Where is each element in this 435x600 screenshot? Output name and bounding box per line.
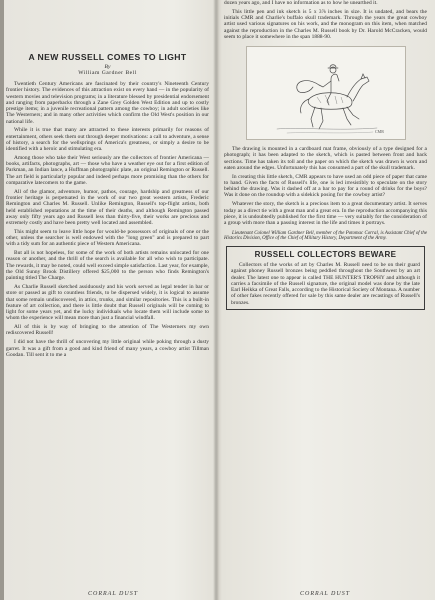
paragraph: All of this is by way of bringing to the attention of The Westerners my own rediscovered Russell! [6, 324, 209, 337]
page-gutter [213, 0, 219, 600]
paragraph: This little pen and ink sketch is 5 x 3⅞ inches in size. It is undated, and bears the initials CMR and Charlie's buffalo skull trademark. Through the years the great cowboy artist used various signatures on his work, and the monogram on this item, when matched against the reproduction in the Charles M. Russell book by Dr. Harold McCracken, would seem to place it somewhere in the span 1888-90. [224, 8, 427, 40]
paragraph: As Charlie Russell sketched assiduously and his work served as legal tender in bar or store or passed as gift to countless friends, to be dispersed widely, it is logical to assume that some remain undiscovered, in attics, trunks, and similar repositories. This is a built-in feature of art collection, and there is little doubt that Russell originals will be coming to light for some years yet, and the lucky individuals who locate them will include some to whom the experience will mean more than just a financial windfall. [6, 284, 209, 322]
right-page [224, 0, 427, 600]
paragraph: While it is true that many are attracted to these interests primarily for reasons of entertainment, others seek them out through deeper motivations: a call to adventure, a sense of history, a search for the wellsprings of America's greatness, or simply a desire to be identified with a heroic and stimulating era. [6, 127, 209, 153]
paragraph: Among those who take their West seriously are the collectors of frontier Americana — books, artifacts, photographs, art — those who have a weather eye out for a first edition of Parkman, an Indian lance, a Huffman photographic plate, an original Remington or Russell. The art field is particularly popular and indeed perhaps more promising than the others for comparative latecomers to the game. [6, 154, 209, 186]
paragraph: The drawing is mounted in a cardboard mat frame, obviously of a type designed for a photograph; it has been adapted to the sketch, which is pasted between front and back sections. Time has taken its toll and the paper on which the sketch was drawn is worn and eaten around the edges. Unfortunately this has consumed a part of the skull trademark. [224, 146, 427, 171]
sketch-drawing [247, 47, 405, 139]
paragraph: This might seem to leave little hope for would-be possessors of originals of one or the other, unless the searcher is well endowed with the "long green" and is prepared to part with a tidy sum for an authentic piece of Western Americana. [6, 228, 209, 248]
paragraph: But all is not hopeless, for some of the work of both artists remains unlocated for one reason or another, and the thrill of the search is available for all who wish to participate. The rewards, it may be noted, could well exceed simple satisfaction. Last year, for example, the Old Sunny Brook Distillery offered $25,000 to the person who finds Remington's painting titled The Charge. [6, 250, 209, 282]
notice-text: Collectors of the works of art by Charles M. Russell need to be on their guard against phoney Russell bronzes being peddled throughout the Southwest by an art dealer. The latest one to appear is called THE HUNTER'S TROPHY and although it carries a facsimile of the Russell signature, the original model was done by the late Earl Heikka of Great Falls, according to the Historical Society of Montana. A number of other fakes recently offered for sale by this same dealer are recastings of Russell's bronzes. [231, 262, 420, 306]
author-credit: Lieutenant Colonel William Gardner Bell, member of the Potomac Corral, is Assistant Chief of the Historics Division, Office of the Chief of Military History, Department of the Army. [224, 230, 427, 242]
article-title: A NEW RUSSELL COMES TO LIGHT [28, 52, 187, 62]
svg-text:CMR: CMR [374, 129, 384, 135]
paragraph: In creating this little sketch, CMR appears to have used an odd piece of paper that came to hand. Given the facts of Russell's life, one is led irresistibly to speculate on the story behind the drawing. Was it dashed off at a bar to pay for a round of drinks for the boys? Was it done on the roundup with a sidekick posing for the cowboy artist? [224, 173, 427, 199]
byline-by: By [104, 64, 111, 70]
paragraph: I did not have the thrill of uncovering my little original while poking through a dusty garret. It was a gift from a good and kind friend of many years, a cowboy artist Tillman Goodan. Till sent it to me a [6, 339, 209, 358]
paragraph: Twentieth Century Americans are fascinated by their country's Nineteenth Century frontier history. The evidences of this attraction exist on every hand — in the popularity of western movies and television programs; in a literature blessed by presidential endorsement and ranging from paperbacks through a Zane Grey Golden West Edition and up to costly prestige items; in a juvenile recreational pattern among the cowboy; in adult societies like The Westerners; and in many other activities which confirm the Old West's position in our national life. [6, 81, 209, 125]
page-footer-right: CORRAL DUST [300, 591, 351, 597]
paragraph: dozen years ago, and I have no information as to how he unearthed it. [224, 0, 378, 6]
page-footer-left: CORRAL DUST [88, 591, 139, 597]
collectors-notice-box [226, 246, 425, 310]
page-edge [0, 0, 4, 600]
left-column-text [6, 81, 209, 358]
russell-sketch-image [246, 46, 406, 140]
article-author: William Gardner Bell [78, 70, 137, 76]
notice-title: RUSSELL COLLECTORS BEWARE [254, 250, 397, 260]
paragraph: All of the glamor, adventure, humor, pathos, courage, hardship and greatness of our frontier heritage is perpetuated in the work of our two great western artists, Frederic Remington and Charles M. Russell. Unlike Remington, Russell's top-flight artists, both held established reputations at the time of their deaths, and although Remington passed away only fifty years ago and Russell less than thirty-five, their works are precious and extremely costly and have been pretty well located and assembled. [6, 188, 209, 227]
paragraph: Whatever the story, the sketch is a precious item to a great documentary artist. It serves today as a direct tie with a great man and a great era. In the reproduction accompanying this piece, it is undoubtedly published for the first time — very suitably for the consideration of a group with more than a passing interest in the life and times it portrays. [224, 201, 427, 227]
left-page [6, 0, 209, 600]
